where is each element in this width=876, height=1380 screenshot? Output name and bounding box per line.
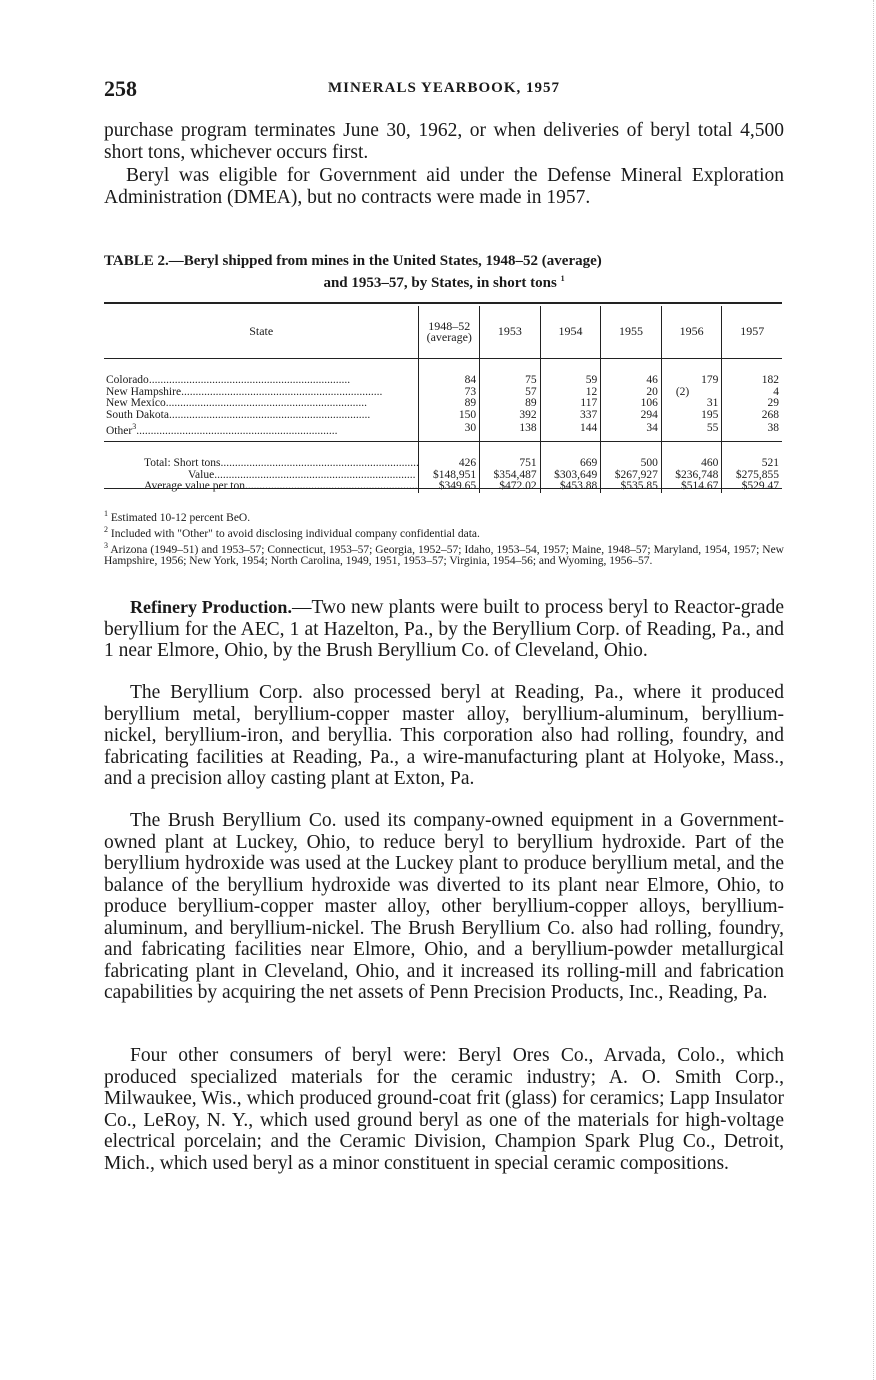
table-bottom-rule	[104, 488, 782, 489]
table-cell: 89	[480, 398, 541, 410]
table-cell: 751	[480, 458, 541, 470]
table-cell: 182	[722, 375, 782, 387]
table-cell: 195	[661, 410, 722, 422]
table-cell: $453.88	[540, 481, 601, 493]
table-caption-line1: TABLE 2.—Beryl shipped from mines in the United States, 1948–52 (average)	[104, 253, 602, 269]
table-cell: 12	[540, 387, 601, 399]
table-cell: $303,649	[540, 470, 601, 482]
run-in-heading: Refinery Production.	[130, 597, 292, 617]
state-cell: New Hampshire .....	[104, 387, 419, 399]
table-cell: 521	[722, 458, 782, 470]
table-cell: $472.02	[480, 481, 541, 493]
state-cell: New Mexico .....	[104, 398, 419, 410]
table-cell: 337	[540, 410, 601, 422]
page-edge-line	[873, 0, 874, 1380]
table-cell: 55	[661, 421, 722, 442]
table-cell: $275,855	[722, 470, 782, 482]
table-footnotes	[104, 508, 784, 567]
table-cell: 138	[480, 421, 541, 442]
table-cell: 4	[722, 387, 782, 399]
table-cell: 179	[661, 375, 722, 387]
table-cell: 34	[601, 421, 662, 442]
table-cell: 106	[601, 398, 662, 410]
table-cell: 75	[480, 375, 541, 387]
table-cell: 460	[661, 458, 722, 470]
footnote: $^1$ Estimated 10-12 percent BeO.	[104, 509, 251, 524]
table-cell: $354,487	[480, 470, 541, 482]
beryl-shipments-table	[104, 306, 782, 493]
table-cell: 20	[601, 387, 662, 399]
table-cell: 669	[540, 458, 601, 470]
table-cell: 392	[480, 410, 541, 422]
table-cell: 144	[540, 421, 601, 442]
table-cell: 31	[661, 398, 722, 410]
table-cell: 30	[419, 421, 480, 442]
table-cell: 73	[419, 387, 480, 399]
table-cell: 117	[540, 398, 601, 410]
table-cell: 294	[601, 410, 662, 422]
table-cell: 59	[540, 375, 601, 387]
column-header: 1954	[540, 306, 601, 359]
footnote: $^3$ Arizona (1949–51) and 1953–57; Connecticut, 1953–57; Georgia, 1952–57; Idaho, 1953–54, 1957; Maine, 1948–57; Maryland, 1954, 1957; New Hampshire, 1956; New York, 1954; North Carolina, 1949, 1951, 1953–57; Virginia, 1954–56; and Wyoming, 1956–57.	[104, 540, 784, 568]
column-header: 1948–52 (average)	[419, 306, 480, 359]
paragraph-dmea: Beryl was eligible for Government aid under the Defense Mineral Exploration Administration (DMEA), but no contracts were made in 1957.	[104, 165, 784, 208]
table-top-rule	[104, 302, 782, 304]
table-row	[104, 398, 782, 410]
running-title: MINERALS YEARBOOK, 1957	[327, 80, 561, 96]
table-cell: $349.65	[419, 481, 480, 493]
table-cell: 38	[722, 421, 782, 442]
total-label: Value .....	[104, 470, 419, 482]
table-cell: 89	[419, 398, 480, 410]
table-cell: 426	[419, 458, 480, 470]
state-cell: South Dakota .....	[104, 410, 419, 422]
table-cell: 84	[419, 375, 480, 387]
table-caption-line2: and 1953–57, by States, in short tons	[323, 275, 557, 291]
table-cell: $267,927	[601, 470, 662, 482]
table-cell: 268	[722, 410, 782, 422]
table-cell: $148,951	[419, 470, 480, 482]
table-cell: $514.67	[661, 481, 722, 493]
table-row	[104, 387, 782, 399]
table-caption-footnote-mark: 1	[560, 274, 565, 283]
paragraph-refinery-production: Refinery Production.—Two new plants were built to process beryl to Reactor-grade beryllium for the AEC, 1 at Hazelton, Pa., by the Beryllium Corp. of Reading, Pa., and 1 near Elmore, Ohio, by the Brush Beryllium Co. of Cleveland, Ohio.	[104, 597, 784, 661]
table-cell: 500	[601, 458, 662, 470]
table-row	[104, 410, 782, 422]
paragraph-beryllium-corp: The Beryllium Corp. also processed beryl at Reading, Pa., where it produced beryllium metal, beryllium-copper master alloy, beryllium-aluminum, beryllium-nickel, beryllium-iron, and beryllia. This corporation also had rolling, foundry, and fabricating facilities at Reading, Pa., a wire-manufacturing plant at Holyoke, Mass., and a precision alloy casting plant at Exton, Pa.	[104, 682, 784, 789]
table-cell: 150	[419, 410, 480, 422]
column-header: 1953	[480, 306, 541, 359]
table-cell: (2)	[661, 387, 722, 399]
page-header	[104, 76, 784, 104]
column-header: 1956	[661, 306, 722, 359]
table-cell: $535.85	[601, 481, 662, 493]
paragraph-brush-beryllium: The Brush Beryllium Co. used its company-owned equipment in a Government-owned plant at Luckey, Ohio, to reduce beryl to beryllium hydroxide. Part of the beryllium hydroxide was used at the Luckey plant to produce beryllium metal, and the balance of the beryllium hydroxide was diverted to its plant near Elmore, Ohio, to produce beryllium-copper master alloy, other beryllium-copper alloys, beryllium-aluminum, and beryllium-nickel. The Brush Beryllium Co. also had rolling, foundry, and fabricating facilities near Elmore, Ohio, and a beryllium-powder metallurgical fabricating plant in Cleveland, Ohio, and it increased its rolling-mill and fabrication capabilities by acquiring the net assets of Penn Precision Products, Inc., Reading, Pa.	[104, 810, 784, 1003]
paragraph-purchase-program: purchase program terminates June 30, 1962, or when deliveries of beryl total 4,500 short tons, whichever occurs first.	[104, 120, 784, 163]
table-row	[104, 375, 782, 387]
table-row	[104, 421, 782, 442]
table-cell: $236,748	[661, 470, 722, 482]
table-header-row	[104, 306, 782, 359]
state-cell: Other$^3$ .....	[104, 421, 419, 442]
page-number: 258	[104, 76, 137, 101]
table-caption	[104, 252, 784, 292]
total-label: Average value per ton .....	[104, 481, 419, 493]
table-cell: 29	[722, 398, 782, 410]
footnote: $^2$ Included with "Other" to avoid disclosing individual company confidential data.	[104, 524, 480, 540]
table-cell: 46	[601, 375, 662, 387]
column-header: 1957	[722, 306, 782, 359]
table-cell: $529.47	[722, 481, 782, 493]
table-cell: 57	[480, 387, 541, 399]
column-header: 1955	[601, 306, 662, 359]
total-label: Total: Short tons .....	[104, 458, 419, 470]
column-header: State	[104, 306, 419, 359]
paragraph-other-consumers: Four other consumers of beryl were: Beryl Ores Co., Arvada, Colo., which produced specialized materials for the ceramic industry; A. O. Smith Corp., Milwaukee, Wis., which produced ground-coat frit (glass) for ceramics; Lapp Insulator Co., LeRoy, N. Y., which used ground beryl as one of the materials for high-voltage electrical porcelain; and the Ceramic Division, Champion Spark Plug Co., Detroit, Mich., which used beryl as a minor constituent in special ceramic compositions.	[104, 1045, 784, 1174]
state-cell: Colorado .....	[104, 375, 419, 387]
